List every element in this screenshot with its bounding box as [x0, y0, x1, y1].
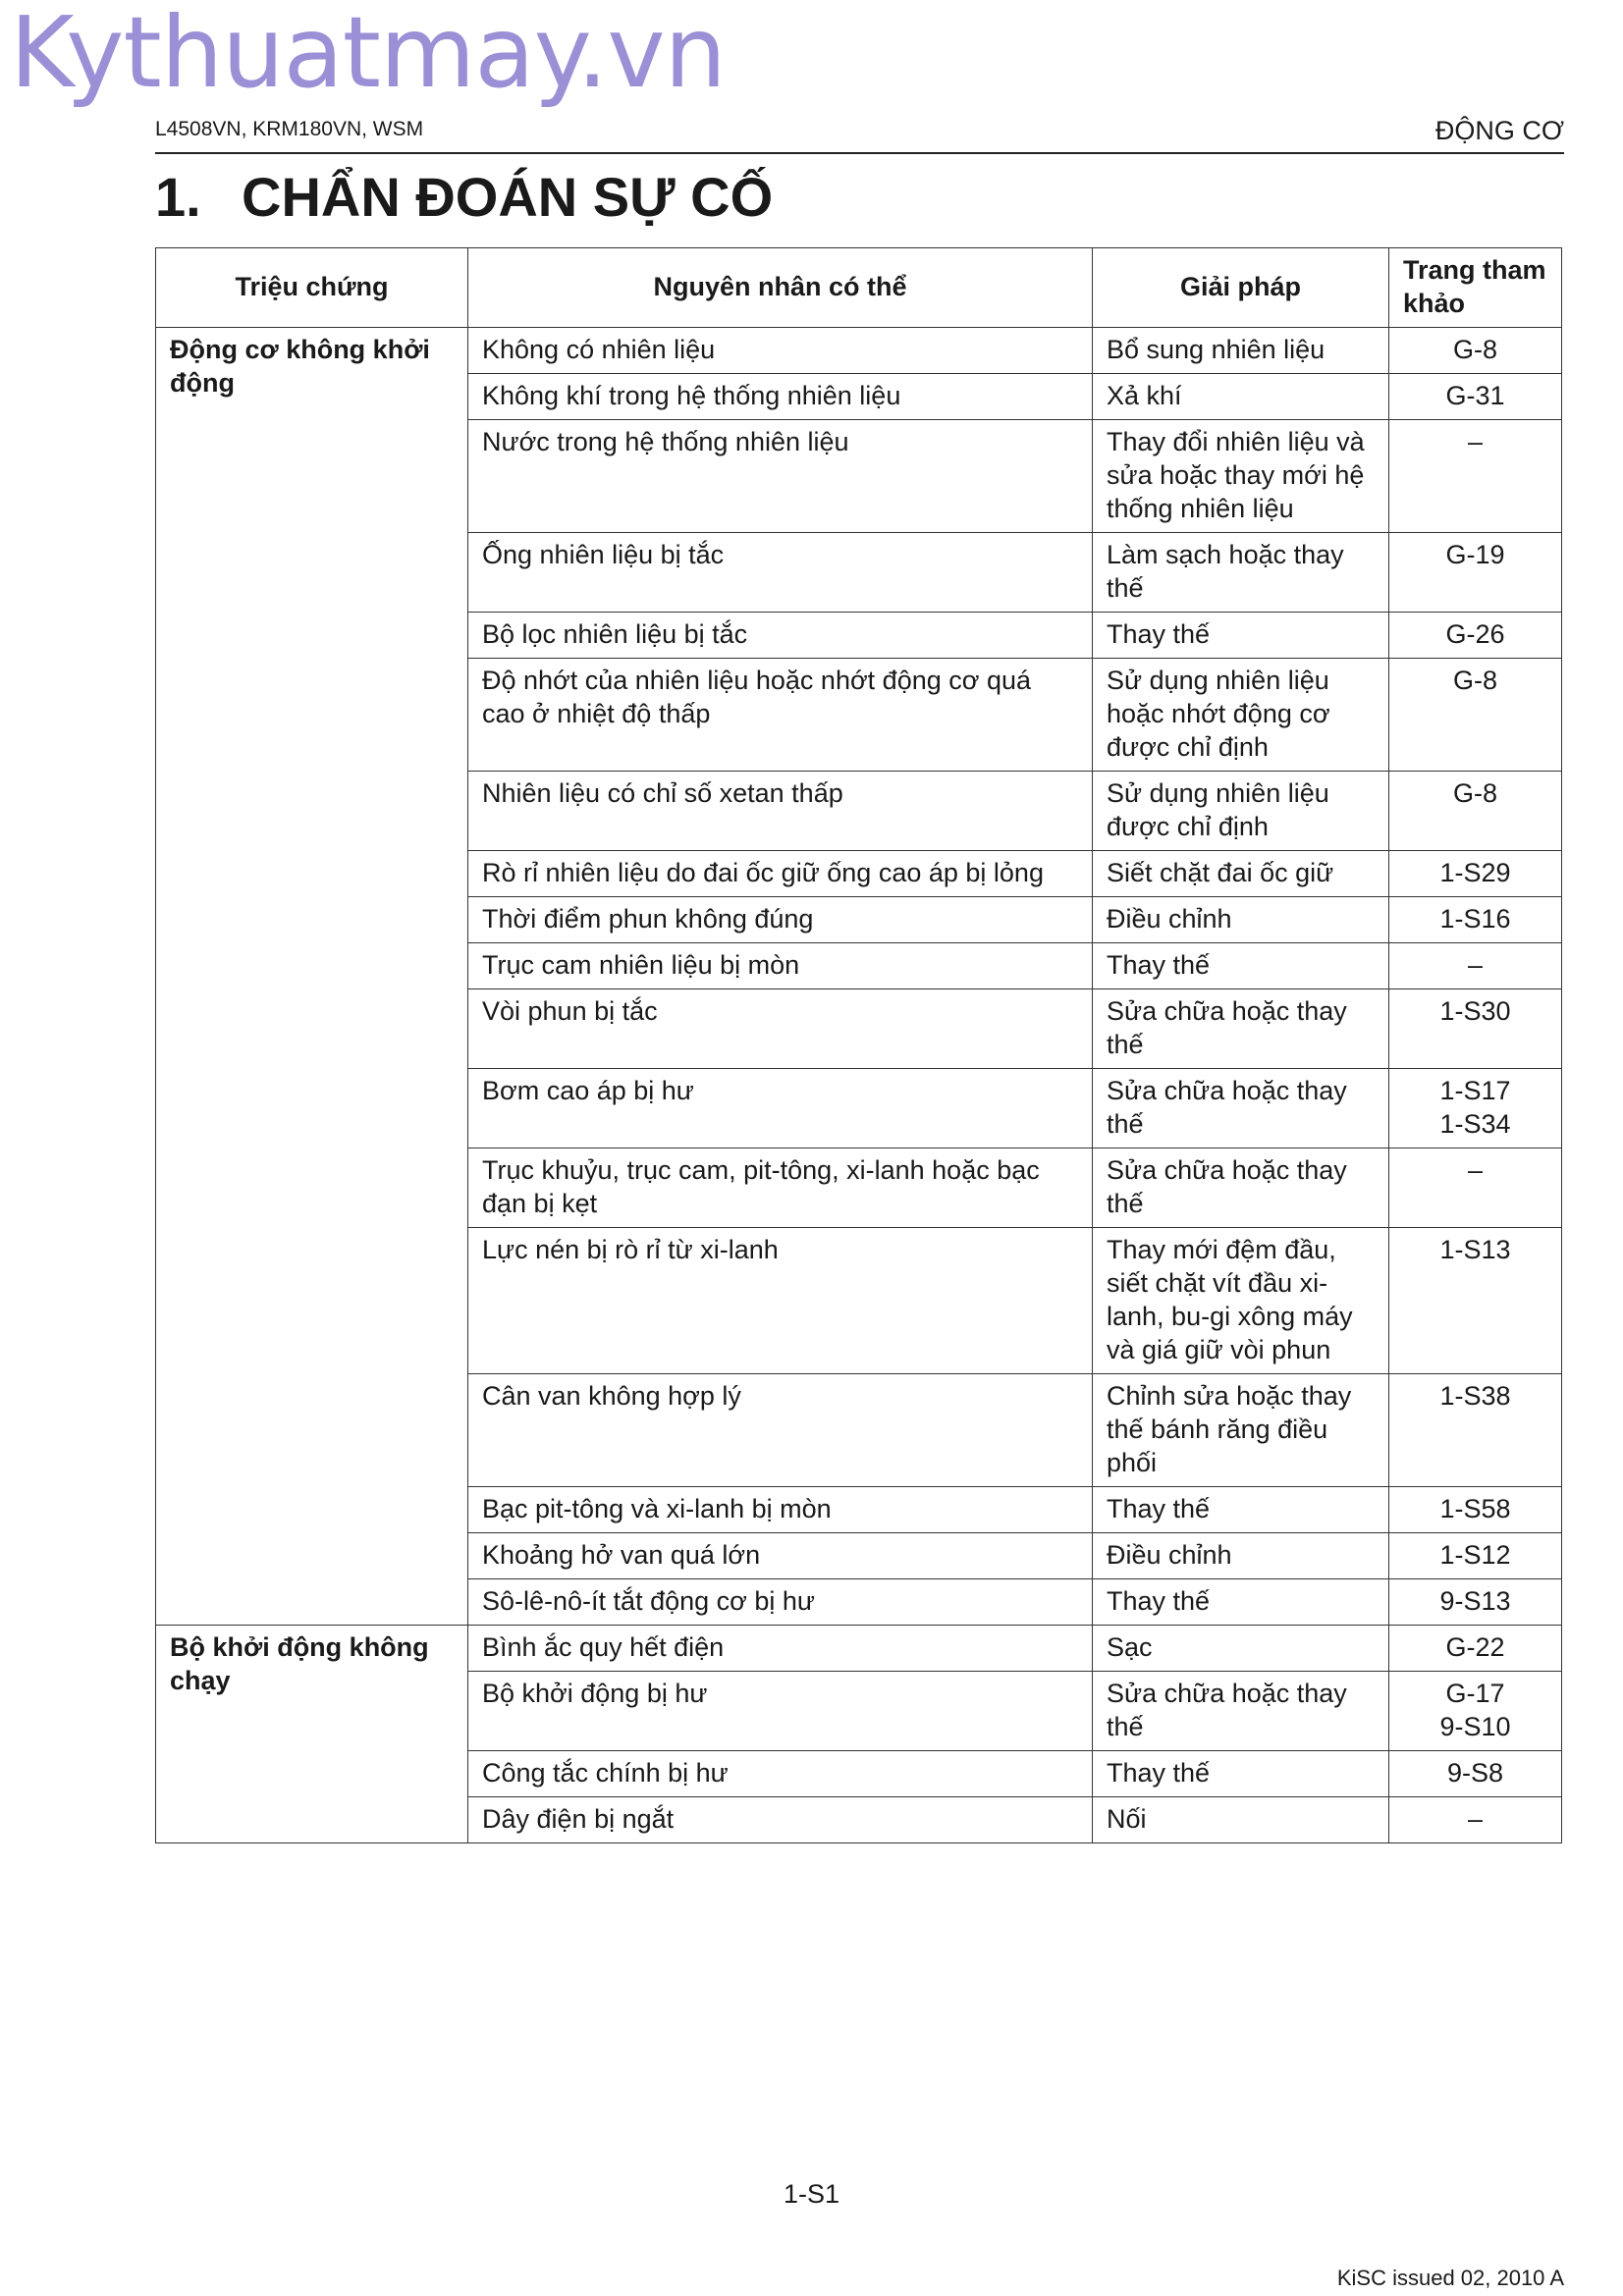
header-section: ĐỘNG CƠ: [1434, 116, 1564, 145]
reference-cell: –: [1389, 420, 1562, 533]
solution-cell: Điều chỉnh: [1093, 1533, 1389, 1579]
symptom-cell: Bộ khởi động không chạy: [156, 1626, 468, 1843]
solution-cell: Thay mới đệm đầu, siết chặt vít đầu xi-lanh, bu-gi xông máy và giá giữ vòi phun: [1093, 1228, 1389, 1374]
reference-cell: G-17 9-S10: [1389, 1672, 1562, 1751]
page-title: [155, 165, 773, 229]
solution-cell: Bổ sung nhiên liệu: [1093, 328, 1389, 374]
footer-issue: KiSC issued 02, 2010 A: [1336, 2266, 1564, 2290]
header-divider: [155, 152, 1564, 154]
table-row: [156, 1626, 1562, 1672]
reference-cell: G-8: [1389, 328, 1562, 374]
cause-cell: Không khí trong hệ thống nhiên liệu: [468, 374, 1093, 420]
cause-cell: Lực nén bị rò rỉ từ xi-lanh: [468, 1228, 1093, 1374]
reference-cell: –: [1389, 1148, 1562, 1228]
cause-cell: Không có nhiên liệu: [468, 328, 1093, 374]
cause-cell: Sô-lê-nô-ít tắt động cơ bị hư: [468, 1579, 1093, 1626]
cause-cell: Công tắc chính bị hư: [468, 1751, 1093, 1797]
cause-cell: Bạc pit-tông và xi-lanh bị mòn: [468, 1487, 1093, 1533]
cause-cell: Nước trong hệ thống nhiên liệu: [468, 420, 1093, 533]
reference-cell: 1-S30: [1389, 989, 1562, 1069]
reference-cell: G-19: [1389, 533, 1562, 613]
reference-cell: 1-S12: [1389, 1533, 1562, 1579]
solution-cell: Sửa chữa hoặc thay thế: [1093, 1148, 1389, 1228]
cause-cell: Thời điểm phun không đúng: [468, 897, 1093, 943]
solution-cell: Sửa chữa hoặc thay thế: [1093, 1672, 1389, 1751]
page-number: 1-S1: [783, 2179, 840, 2209]
troubleshooting-table: [155, 247, 1562, 1843]
cause-cell: Khoảng hở van quá lớn: [468, 1533, 1093, 1579]
title-number: 1.: [155, 166, 201, 228]
cause-cell: Rò rỉ nhiên liệu do đai ốc giữ ống cao áp bị lỏng: [468, 851, 1093, 897]
title-text: CHẨN ĐOÁN SỰ CỐ: [242, 166, 774, 228]
solution-cell: Thay thế: [1093, 943, 1389, 989]
solution-cell: Sửa chữa hoặc thay thế: [1093, 989, 1389, 1069]
table-header-row: [156, 248, 1562, 328]
symptom-cell: Động cơ không khởi động: [156, 328, 468, 1626]
solution-cell: Xả khí: [1093, 374, 1389, 420]
solution-cell: Sử dụng nhiên liệu được chỉ định: [1093, 772, 1389, 851]
cause-cell: Vòi phun bị tắc: [468, 989, 1093, 1069]
solution-cell: Siết chặt đai ốc giữ: [1093, 851, 1389, 897]
solution-cell: Sửa chữa hoặc thay thế: [1093, 1069, 1389, 1148]
reference-cell: –: [1389, 1797, 1562, 1843]
reference-cell: 9-S13: [1389, 1579, 1562, 1626]
reference-cell: –: [1389, 943, 1562, 989]
cause-cell: Độ nhớt của nhiên liệu hoặc nhớt động cơ quá cao ở nhiệt độ thấp: [468, 659, 1093, 772]
table-body: [156, 328, 1562, 1843]
reference-cell: G-31: [1389, 374, 1562, 420]
solution-cell: Thay thế: [1093, 1579, 1389, 1626]
header-model: L4508VN, KRM180VN, WSM: [155, 118, 424, 140]
header-solution: Giải pháp: [1093, 248, 1389, 328]
reference-cell: G-8: [1389, 659, 1562, 772]
cause-cell: Bơm cao áp bị hư: [468, 1069, 1093, 1148]
reference-cell: G-22: [1389, 1626, 1562, 1672]
cause-cell: Bình ắc quy hết điện: [468, 1626, 1093, 1672]
reference-cell: 1-S29: [1389, 851, 1562, 897]
solution-cell: Điều chỉnh: [1093, 897, 1389, 943]
cause-cell: Cân van không hợp lý: [468, 1374, 1093, 1487]
header-cause: Nguyên nhân có thể: [468, 248, 1093, 328]
reference-cell: 1-S13: [1389, 1228, 1562, 1374]
solution-cell: Chỉnh sửa hoặc thay thế bánh răng điều phối: [1093, 1374, 1389, 1487]
solution-cell: Thay đổi nhiên liệu và sửa hoặc thay mới hệ thống nhiên liệu: [1093, 420, 1389, 533]
cause-cell: Bộ khởi động bị hư: [468, 1672, 1093, 1751]
cause-cell: Trục khuỷu, trục cam, pit-tông, xi-lanh hoặc bạc đạn bị kẹt: [468, 1148, 1093, 1228]
cause-cell: Trục cam nhiên liệu bị mòn: [468, 943, 1093, 989]
reference-cell: G-8: [1389, 772, 1562, 851]
reference-cell: 1-S58: [1389, 1487, 1562, 1533]
cause-cell: Bộ lọc nhiên liệu bị tắc: [468, 613, 1093, 659]
header-reference: Trang tham khảo: [1389, 248, 1562, 328]
header-symptom: Triệu chứng: [156, 248, 468, 328]
solution-cell: Làm sạch hoặc thay thế: [1093, 533, 1389, 613]
solution-cell: Nối: [1093, 1797, 1389, 1843]
reference-cell: 1-S38: [1389, 1374, 1562, 1487]
solution-cell: Thay thế: [1093, 1751, 1389, 1797]
cause-cell: Ống nhiên liệu bị tắc: [468, 533, 1093, 613]
reference-cell: G-26: [1389, 613, 1562, 659]
reference-cell: 1-S16: [1389, 897, 1562, 943]
table-row: [156, 328, 1562, 374]
cause-cell: Dây điện bị ngắt: [468, 1797, 1093, 1843]
solution-cell: Sử dụng nhiên liệu hoặc nhớt động cơ được chỉ định: [1093, 659, 1389, 772]
reference-cell: 1-S17 1-S34: [1389, 1069, 1562, 1148]
reference-cell: 9-S8: [1389, 1751, 1562, 1797]
watermark: Kythuatmay.vn: [10, 0, 726, 110]
solution-cell: Thay thế: [1093, 613, 1389, 659]
solution-cell: Sạc: [1093, 1626, 1389, 1672]
solution-cell: Thay thế: [1093, 1487, 1389, 1533]
cause-cell: Nhiên liệu có chỉ số xetan thấp: [468, 772, 1093, 851]
